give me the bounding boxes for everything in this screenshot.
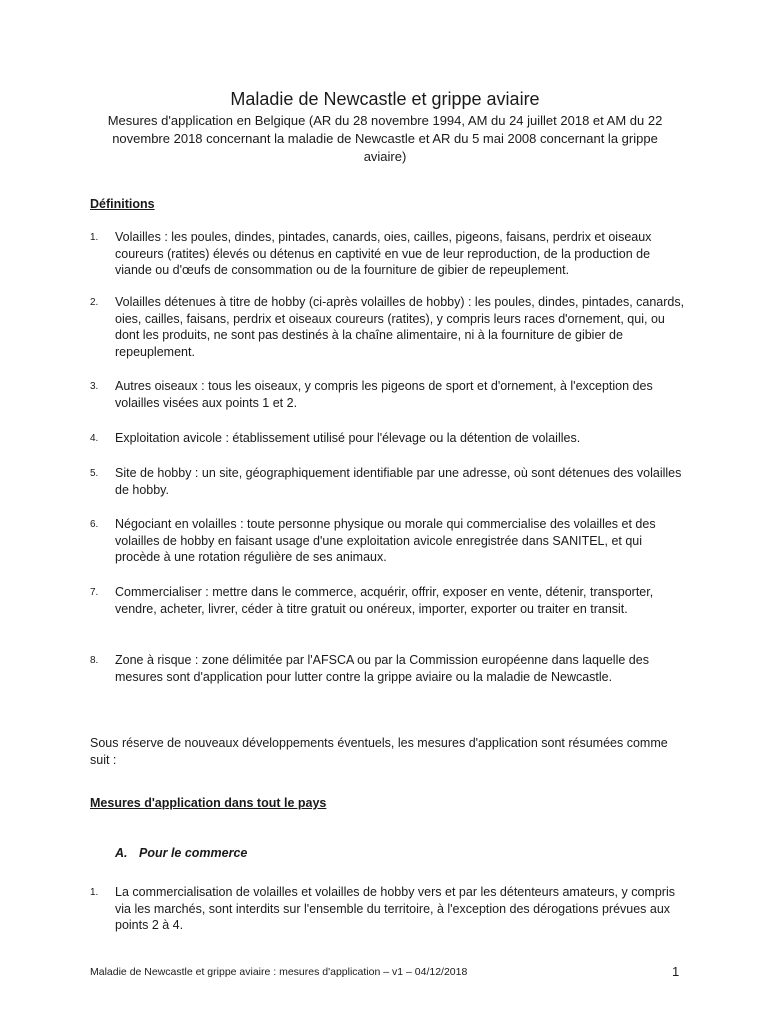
section-letter: A.	[115, 846, 128, 860]
item-text: Volailles : les poules, dindes, pintades, canards, oies, cailles, pigeons, faisans, perdrix et oiseaux coureurs (ratites) élevés ou détenus en captivité en vue de leur reproduction, de la production de viande ou d'œufs de consommation ou de la fourniture de gibier de repeuplement.	[115, 230, 652, 277]
measures-heading: Mesures d'application dans tout le pays	[90, 796, 327, 810]
item-number: 1.	[90, 232, 99, 243]
item-number: 7.	[90, 587, 99, 598]
item-text: Volailles détenues à titre de hobby (ci-après volailles de hobby) : les poules, dindes, pintades, canards, oies, cailles, faisans, perdrix et oiseaux coureurs (ratites), y compris leurs races d'ornement, qui, ou dont les produits, ne sont pas destinés à la chaîne alimentaire, ni à la fourniture de gibier de repeuplement.	[115, 295, 685, 359]
item-text: Autres oiseaux : tous les oiseaux, y compris les pigeons de sport et d'ornement, à l'exception des volailles visées aux points 1 et 2.	[115, 379, 653, 410]
item-number: 3.	[90, 381, 99, 392]
item-number: 5.	[90, 468, 99, 479]
item-number: 4.	[90, 433, 99, 444]
section-a-heading	[115, 846, 247, 860]
document-subtitle: Mesures d'application en Belgique (AR du 28 novembre 1994, AM du 24 juillet 2018 et AM du 22 novembre 2018 concernant la maladie de Newcastle et AR du 5 mai 2008 concernant la grippe aviaire)	[107, 113, 663, 164]
item-text: La commercialisation de volailles et volailles de hobby vers et par les détenteurs amateurs, y compris via les marchés, sont interdits sur l'ensemble du territoire, à l'exception des dérogations prévues aux points 2 à 4.	[115, 885, 675, 932]
section-title: Pour le commerce	[139, 846, 248, 860]
definitions-heading: Définitions	[90, 197, 155, 211]
item-text: Zone à risque : zone délimitée par l'AFSCA ou par la Commission européenne dans laquelle des mesures sont d'application pour lutter contre la grippe aviaire ou la maladie de Newcastle.	[115, 653, 649, 684]
page-number: 1	[672, 964, 680, 979]
intro-paragraph: Sous réserve de nouveaux développements éventuels, les mesures d'application sont résumées comme suit :	[90, 736, 668, 767]
page-footer: Maladie de Newcastle et grippe aviaire : mesures d'application – v1 – 04/12/2018	[90, 966, 468, 978]
item-number: 1.	[90, 887, 99, 898]
item-text: Commercialiser : mettre dans le commerce, acquérir, offrir, exposer en vente, détenir, transporter, vendre, acheter, livrer, céder à titre gratuit ou onéreux, importer, exporter ou traiter en transit.	[115, 585, 654, 616]
item-number: 8.	[90, 655, 99, 666]
item-text: Négociant en volailles : toute personne physique ou morale qui commercialise des volailles et des volailles de hobby en faisant usage d'une exploitation avicole enregistrée dans SANITEL, et qui procède à une rotation régulière de ses animaux.	[115, 517, 656, 564]
item-text: Site de hobby : un site, géographiquement identifiable par une adresse, où sont détenues des volailles de hobby.	[115, 466, 682, 497]
document-title: Maladie de Newcastle et grippe aviaire	[230, 89, 540, 109]
item-number: 6.	[90, 519, 99, 530]
item-text: Exploitation avicole : établissement utilisé pour l'élevage ou la détention de volailles.	[115, 431, 581, 445]
item-number: 2.	[90, 297, 99, 308]
